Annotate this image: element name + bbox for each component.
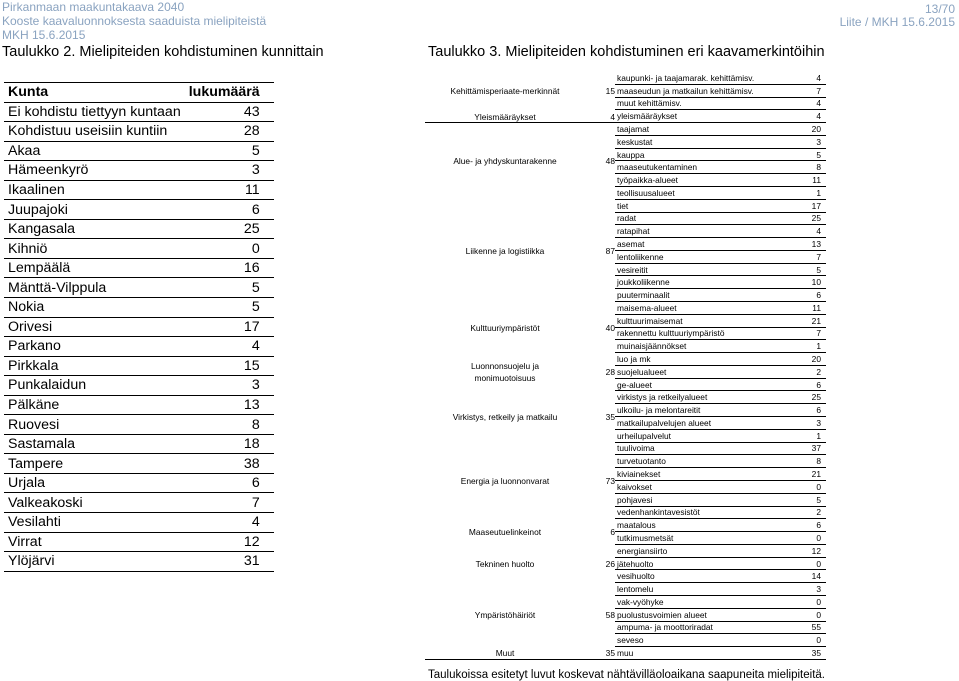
marking-name: taajamat [617,123,650,134]
marking-row [615,225,826,238]
municipality-count: 5 [185,278,274,298]
marking-name: keskustat [617,136,653,147]
marking-name: ge-alueet [617,379,652,390]
marking-name: kauppa [617,149,645,160]
marking-value: 4 [816,226,821,237]
marking-row [615,379,826,392]
marking-row [615,455,826,468]
marking-value: 0 [816,596,821,607]
marking-value: 25 [811,213,821,224]
marking-row [615,622,826,635]
table-row [4,356,274,376]
table-row [4,454,274,474]
municipality-name: Orivesi [4,317,185,337]
document-subtitle: Kooste kaavaluonnoksesta saaduista mielipiteistä [2,14,267,28]
category-name: Kulttuuriympäristöt [470,322,540,333]
marking-name: ampuma- ja moottoriradat [617,622,713,633]
municipality-count: 0 [185,239,274,259]
category-group [425,353,615,391]
municipality-name: Virrat [4,532,185,552]
marking-row [615,85,826,98]
municipality-name: Tampere [4,454,185,474]
marking-name: urheilupalvelut [617,430,672,441]
marking-row [615,276,826,289]
municipality-name: Urjala [4,473,185,493]
marking-value: 10 [811,277,821,288]
municipality-name: Juupajoki [4,200,185,220]
document-date: MKH 15.6.2015 [2,28,86,42]
category-count: 26 [605,559,615,570]
marking-row [615,302,826,315]
municipality-count: 8 [185,415,274,435]
table-row [4,317,274,337]
marking-row [615,264,826,277]
table-row [4,258,274,278]
municipality-count: 6 [185,200,274,220]
marking-value: 0 [816,558,821,569]
category-group [425,72,615,110]
marking-name: rakennettu kulttuuriympäristö [617,328,725,339]
municipality-name: Punkalaidun [4,376,185,396]
marking-value: 55 [811,622,821,633]
municipality-table [4,82,274,572]
marking-name: joukkoliikenne [617,277,670,288]
table-row [4,298,274,318]
municipality-count: 15 [185,356,274,376]
marking-row [615,545,826,558]
category-name: Kehittämisperiaate-merkinnät [450,86,560,97]
marking-name: kaivokset [617,481,652,492]
marking-row [615,634,826,647]
table-row [4,395,274,415]
municipality-count: 4 [185,337,274,357]
municipality-count: 17 [185,317,274,337]
municipality-name: Hämeenkyrö [4,161,185,181]
marking-name: jätehuolto [617,558,654,569]
category-group [425,123,615,200]
marking-row [615,149,826,162]
marking-name: kulttuurimaisemat [617,315,683,326]
municipality-count: 6 [185,473,274,493]
table3-title: Taulukko 3. Mielipiteiden kohdistuminen eri kaavamerkintöihin [428,44,825,60]
marking-value: 2 [816,366,821,377]
table-row [4,161,274,181]
marking-row [615,583,826,596]
marking-value: 6 [816,405,821,416]
marking-row [615,136,826,149]
category-name: Muut [495,648,515,659]
table-row [4,219,274,239]
marking-value: 7 [816,251,821,262]
marking-row [615,507,826,520]
municipality-name: Ruovesi [4,415,185,435]
marking-value: 20 [811,354,821,365]
table-footnote: Taulukoissa esitetyt luvut koskevat nähtävilläoloaikana saapuneita mielipiteitä. [428,669,825,681]
marking-row [615,340,826,353]
marking-name: muu [617,647,634,658]
marking-row [615,596,826,609]
marking-row [615,519,826,532]
marking-value: 2 [816,507,821,518]
category-count: 28 [605,367,615,378]
marking-value: 1 [816,341,821,352]
table-row [4,493,274,513]
marking-row [615,570,826,583]
marking-name: tuulivoima [617,443,655,454]
municipality-count: 25 [185,219,274,239]
category-count: 35 [605,648,615,659]
marking-name: tutkimusmetsät [617,532,674,543]
municipality-name: Kohdistuu useisiin kuntiin [4,122,185,142]
marking-name: teollisuusalueet [617,187,675,198]
marking-name: yleismääräykset [617,111,678,122]
document-title: Pirkanmaan maakuntakaava 2040 [2,0,185,14]
marking-value: 4 [816,111,821,122]
marking-row [615,609,826,622]
marking-value: 1 [816,430,821,441]
marking-row [615,366,826,379]
marking-value: 25 [811,392,821,403]
category-group [425,392,615,443]
marking-row [615,417,826,430]
municipality-count: 31 [185,552,274,572]
table-row [4,415,274,435]
municipality-count: 28 [185,122,274,142]
marking-value: 8 [816,456,821,467]
marking-value: 11 [812,302,821,313]
category-name: Virkistys, retkeily ja matkailu [452,412,558,423]
table-row [4,376,274,396]
municipality-name: Sastamala [4,434,185,454]
municipality-count: 13 [185,395,274,415]
marking-name: matkailupalvelujen alueet [617,417,712,428]
municipality-name: Parkano [4,337,185,357]
marking-name: muinaisjäännökset [617,341,687,352]
municipality-name: Valkeakoski [4,493,185,513]
marking-value: 11 [812,175,821,186]
category-count: 15 [605,86,615,97]
category-name: Maaseutuelinkeinot [468,527,542,538]
municipality-name: Mänttä-Vilppula [4,278,185,298]
marking-name: vak-vyöhyke [617,596,664,607]
marking-row [615,98,826,111]
marking-value: 5 [816,264,821,275]
table-row [4,434,274,454]
marking-row [615,289,826,302]
municipality-count: 18 [185,434,274,454]
column-header-lukumaara: lukumäärä [185,83,274,103]
marking-value: 3 [816,584,821,595]
marking-value: 6 [816,520,821,531]
marking-row [425,647,826,660]
marking-name: vesihuolto [617,571,655,582]
marking-name: asemat [617,239,645,249]
marking-row [425,110,826,123]
marking-name: maaseutukentaminen [617,162,698,173]
municipality-count: 5 [185,298,274,318]
municipality-name: Ylöjärvi [4,552,185,572]
marking-row [615,187,826,200]
municipality-count: 3 [185,376,274,396]
municipality-name: Nokia [4,298,185,318]
table-row [4,180,274,200]
marking-value: 20 [811,123,821,134]
category-count: 87 [605,245,615,256]
marking-name: työpaikka-alueet [617,175,678,186]
table-row [4,532,274,552]
category-name: Liikenne ja logistiikka [465,245,545,256]
municipality-name: Pirkkala [4,356,185,376]
municipality-count: 11 [185,180,274,200]
marking-name: vedenhankintavesistöt [617,507,700,518]
marking-value: 3 [816,417,821,428]
marking-row [615,174,826,187]
municipality-count: 38 [185,454,274,474]
municipality-count: 16 [185,258,274,278]
marking-row [615,494,826,507]
plan-markings-table [425,72,830,664]
marking-name: puolustusvoimien alueet [617,609,707,620]
marking-value: 14 [811,571,821,582]
page-number: 13/70 [924,2,955,16]
marking-value: 17 [811,200,821,211]
table2-title: Taulukko 2. Mielipiteiden kohdistuminen kunnittain [2,44,324,60]
marking-row [615,161,826,174]
marking-value: 35 [811,647,821,658]
marking-name: seveso [617,635,644,646]
marking-value: 8 [816,162,821,173]
marking-row [615,532,826,545]
table-row [4,513,274,533]
marking-row [615,200,826,213]
marking-row [615,315,826,328]
category-name: Ympäristöhäiriöt [474,610,536,621]
municipality-count: 5 [185,141,274,161]
municipality-name: Vesilahti [4,513,185,533]
municipality-count: 3 [185,161,274,181]
marking-row [615,328,826,341]
marking-name: kaupunki- ja taajamarak. kehittämisv. [617,72,755,83]
marking-value: 3 [816,136,821,147]
table-row [4,200,274,220]
table-row [4,141,274,161]
marking-name: kiviainekset [617,469,661,480]
marking-name: energiansiirto [617,545,668,556]
marking-value: 0 [816,481,821,492]
category-group [425,302,615,353]
category-name: Alue- ja yhdyskuntarakenne [453,156,557,167]
marking-row [615,251,826,264]
category-group [425,519,615,545]
municipality-name: Kangasala [4,219,185,239]
category-group [425,443,615,520]
marking-name: turvetuotanto [617,456,666,467]
marking-value: 6 [816,379,821,390]
marking-row [615,481,826,494]
marking-name: muut kehittämisv. [617,98,682,109]
marking-name: maatalous [617,520,656,531]
marking-row [615,443,826,456]
marking-row [615,213,826,226]
marking-value: 0 [816,532,821,543]
marking-name: radat [617,213,637,224]
marking-value: 37 [811,443,821,454]
marking-name: lentomelu [617,584,654,595]
marking-value: 5 [816,149,821,160]
municipality-count: 43 [185,102,274,122]
category-count: 40 [605,322,615,333]
municipality-name: Akaa [4,141,185,161]
marking-row [615,404,826,417]
marking-name: luo ja mk [617,354,651,365]
category-count: 4 [610,111,615,122]
category-group [425,200,615,302]
marking-value: 4 [816,98,821,109]
marking-name: puuterminaalit [617,290,670,301]
marking-name: maisema-alueet [617,302,677,313]
municipality-name: Ikaalinen [4,180,185,200]
category-group [425,545,615,583]
marking-row [615,558,826,571]
marking-row [615,353,826,366]
table-header-row [4,83,274,103]
marking-name: tiet [617,200,629,211]
category-name: Yleismääräykset [474,111,536,122]
marking-row [615,430,826,443]
marking-row [615,238,826,251]
marking-value: 5 [816,494,821,505]
municipality-name: Ei kohdistu tiettyyn kuntaan [4,102,185,122]
category-count: 6 [610,527,615,538]
category-count: 73 [605,475,615,486]
column-header-kunta: Kunta [4,83,185,103]
category-count: 35 [605,412,615,423]
table-row [4,552,274,572]
marking-name: maaseudun ja matkailun kehittämisv. [617,85,754,96]
marking-name: pohjavesi [617,494,653,505]
marking-value: 0 [816,635,821,646]
table-row [4,473,274,493]
marking-row [615,392,826,405]
marking-value: 1 [816,187,821,198]
marking-name: suojelualueet [617,366,667,377]
marking-value: 12 [811,545,821,556]
municipality-name: Lempäälä [4,258,185,278]
marking-value: 7 [816,328,821,339]
marking-name: vesireitit [617,264,648,275]
marking-name: lentoliikenne [617,251,664,262]
municipality-count: 4 [185,513,274,533]
marking-row [615,468,826,481]
marking-row [615,72,826,85]
table-row [4,102,274,122]
municipality-count: 7 [185,493,274,513]
municipality-name: Pälkäne [4,395,185,415]
category-count: 58 [605,610,615,621]
marking-value: 21 [811,469,821,480]
category-group [425,583,615,647]
municipality-name: Kihniö [4,239,185,259]
table-row [4,337,274,357]
marking-value: 13 [811,239,821,249]
table-row [4,122,274,142]
marking-value: 7 [816,85,821,96]
marking-name: virkistys ja retkeilyalueet [617,392,708,403]
category-name: Tekninen huolto [475,559,535,570]
category-name: Energia ja luonnonvarat [460,475,550,486]
table-row [4,278,274,298]
marking-name: ulkoilu- ja melontareitit [617,405,701,416]
marking-value: 21 [811,315,821,326]
category-count: 48 [605,156,615,167]
marking-row [615,123,826,136]
marking-value: 0 [816,609,821,620]
marking-value: 6 [816,290,821,301]
appendix-label: Liite / MKH 15.6.2015 [839,15,955,29]
table-row [4,239,274,259]
municipality-count: 12 [185,532,274,552]
marking-value: 4 [816,72,821,83]
marking-name: ratapihat [617,226,650,237]
category-name: Luonnonsuojelu ja monimuotoisuus [471,361,539,384]
